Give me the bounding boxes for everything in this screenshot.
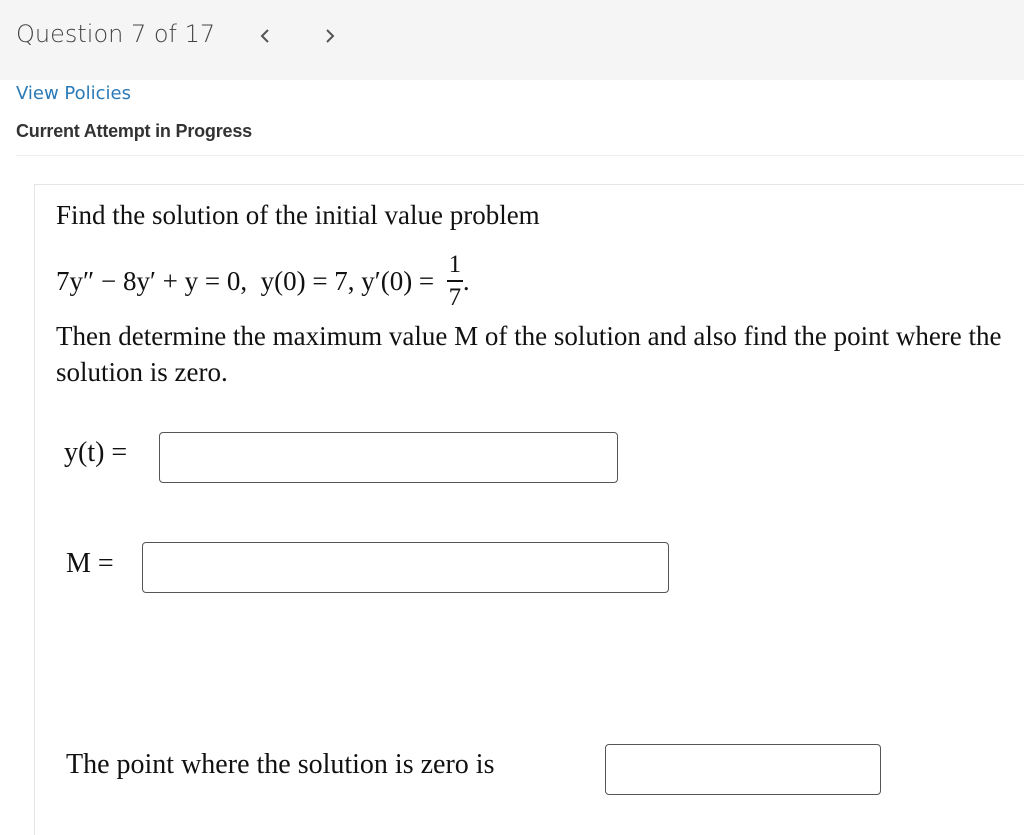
zero-point-label: The point where the solution is zero is	[66, 749, 495, 780]
y-solution-input[interactable]	[159, 432, 618, 483]
question-header	[0, 0, 1024, 80]
equation-fraction	[447, 252, 463, 310]
next-question-button[interactable]	[312, 18, 348, 54]
y-solution-label: y(t) =	[64, 437, 128, 468]
max-value-label: M =	[66, 548, 114, 579]
equation-period: .	[462, 265, 470, 296]
attempt-status: Current Attempt in Progress	[16, 121, 252, 141]
fraction-numerator: 1	[448, 251, 462, 279]
fraction-denominator: 7	[448, 283, 462, 311]
chevron-right-icon	[323, 26, 337, 46]
question-counter: Question 7 of 17	[16, 20, 216, 48]
problem-followup: Then determine the maximum value M of the solution and also find the point where the solution is zero.	[56, 321, 1002, 387]
problem-intro: Find the solution of the initial value problem	[56, 200, 540, 230]
view-policies-link[interactable]: View Policies	[16, 83, 132, 104]
chevron-left-icon	[258, 26, 272, 46]
zero-point-input[interactable]	[605, 744, 881, 795]
problem-equation	[56, 246, 470, 316]
max-value-input[interactable]	[142, 542, 669, 593]
previous-question-button[interactable]	[247, 18, 283, 54]
divider	[16, 155, 1024, 156]
equation-text: 7y″ − 8y′ + y = 0, y(0) = 7, y′(0) =	[56, 265, 441, 296]
